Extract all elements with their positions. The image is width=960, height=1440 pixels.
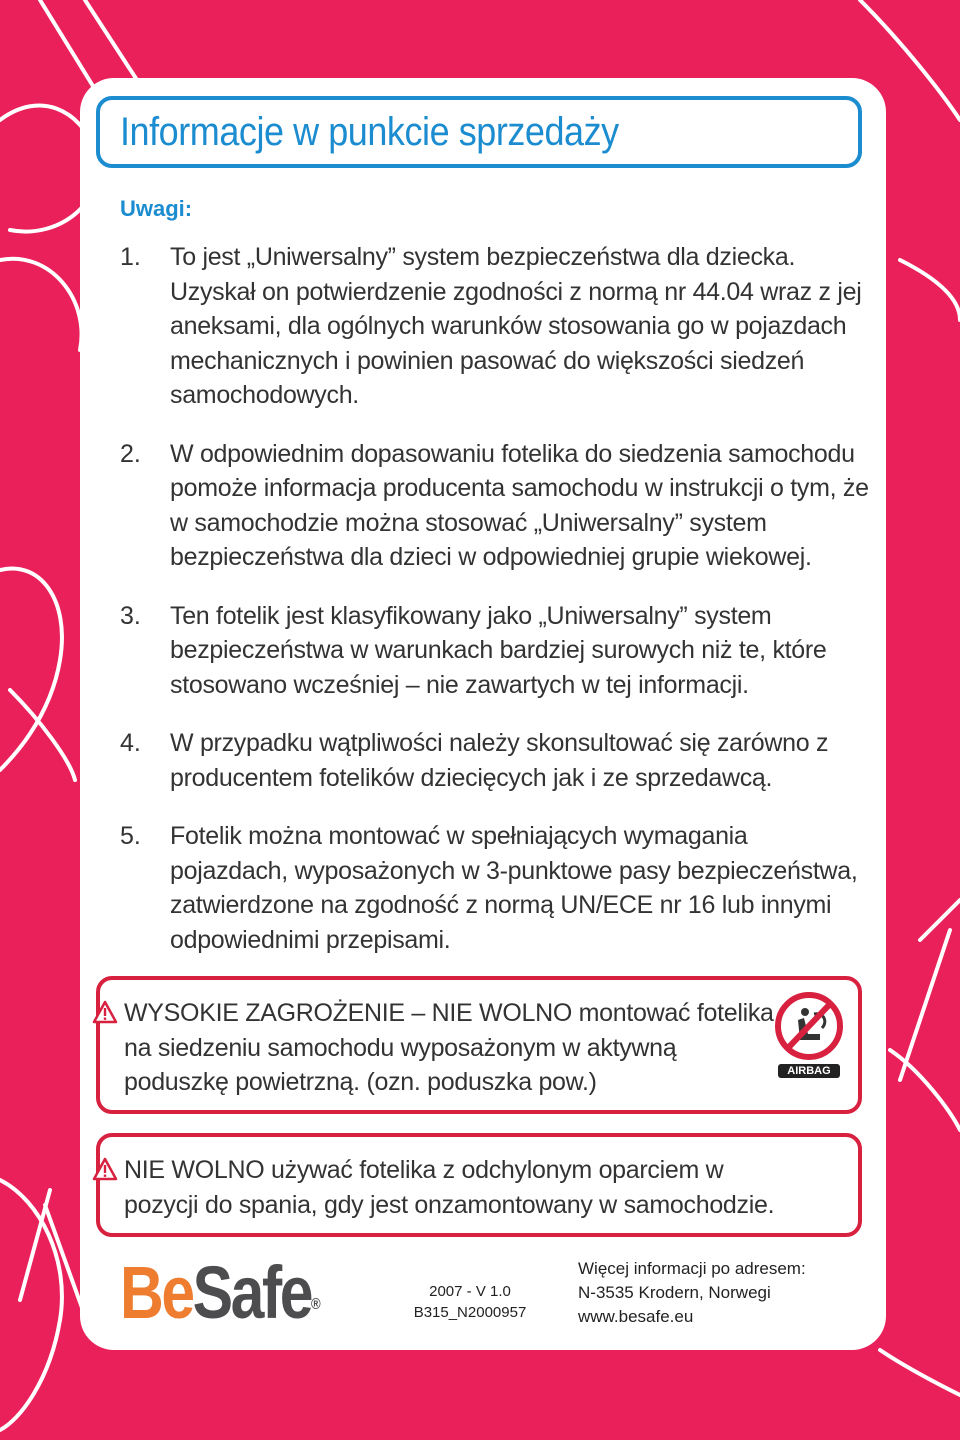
airbag-warning-text: WYSOKIE ZAGROŻENIE – NIE WOLNO montować fotelika na siedzeniu samochodu wyposażonym w aktywną poduszkę powietrzną. (ozn. poduszka pow.)	[124, 999, 774, 1096]
item-text: To jest „Uniwersalny” system bezpieczeństwa dla dziecka. Uzyskał on potwierdzenie zgodności z normą nr 44.04 wraz z jej aneksami, dla ogólnych warunków stosowania go w pojazdach mechanicznych i powinien pasować do większości siedzeń samochodowych.	[170, 243, 862, 409]
title-box	[96, 96, 862, 168]
contact-info	[578, 1257, 806, 1329]
recline-warning-box	[96, 1133, 862, 1237]
logo-be: Be	[120, 1251, 193, 1334]
notes-list	[120, 240, 880, 981]
list-item	[120, 599, 880, 703]
logo-registered: ®	[310, 1296, 319, 1313]
item-text: Ten fotelik jest klasyfikowany jako „Uniwersalny” system bezpieczeństwa w warunkach bardziej surowych niż te, które stosowano wcześniej – nie zawartych w tej informacji.	[170, 601, 827, 699]
airbag-warning-box	[96, 976, 862, 1114]
version-info	[408, 1281, 532, 1323]
item-number: 1.	[120, 243, 141, 271]
recline-warning-text: NIE WOLNO używać fotelika z odchylonym oparciem w pozycji do spania, gdy jest onzamontowany w samochodzie.	[124, 1156, 775, 1219]
contact-address: N-3535 Krodern, Norwegi	[578, 1283, 771, 1302]
item-number: 4.	[120, 729, 141, 757]
list-item	[120, 437, 880, 575]
no-airbag-icon	[774, 990, 844, 1080]
notes-label: Uwagi:	[120, 196, 193, 221]
logo-safe: Safe	[192, 1251, 311, 1334]
contact-heading: Więcej informacji po adresem:	[578, 1259, 806, 1278]
airbag-label: AIRBAG	[778, 1064, 840, 1078]
item-text: W odpowiednim dopasowaniu fotelika do siedzenia samochodu pomoże informacja producenta samochodu w instrukcji o tym, że w samochodzie można stosować „Uniwersalny” system bezpieczeństwa dla dzieci w odpowiedniej grupie wiekowej.	[170, 439, 869, 571]
item-text: Fotelik można montować w spełniających wymagania pojazdach, wyposażonych w 3-punktowe pasy bezpieczeństwa, zatwierdzone na zgodność z normą UN/ECE nr 16 lub innymi odpowiednimi przepisami.	[170, 822, 858, 954]
list-item	[120, 726, 880, 795]
info-card	[80, 78, 886, 1350]
warning-triangle-icon	[92, 1157, 118, 1181]
footer	[80, 1253, 886, 1333]
warning-triangle-icon	[92, 1000, 118, 1024]
item-number: 3.	[120, 601, 141, 630]
page-title: Informacje w punkcie sprzedaży	[120, 109, 619, 154]
item-number: 2.	[120, 439, 141, 468]
item-number: 5.	[120, 822, 141, 850]
website-link[interactable]: www.besafe.eu	[578, 1307, 694, 1326]
item-text: W przypadku wątpliwości należy skonsultować się zarówno z producentem fotelików dziecięcych jak i ze sprzedawcą.	[170, 729, 829, 792]
document-code: B315_N2000957	[413, 1304, 527, 1321]
list-item	[120, 240, 880, 413]
list-item	[120, 819, 880, 957]
besafe-logo	[120, 1253, 318, 1333]
version-number: 2007 - V 1.0	[429, 1283, 511, 1300]
